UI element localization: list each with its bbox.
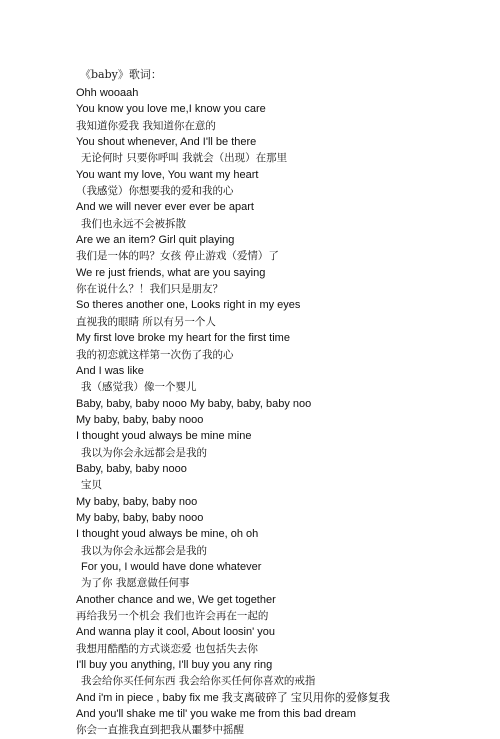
lyric-line-english: My baby, baby, baby nooo <box>76 511 204 524</box>
lyric-line-english: Baby, baby, baby nooo <box>76 462 187 475</box>
lyric-line-chinese: 我知道你爱我 我知道你在意的 <box>76 119 216 132</box>
lyric-line-english: For you, I would have done whatever <box>81 560 262 573</box>
lyric-line-english: You shout whenever, And I'll be there <box>76 136 257 149</box>
lyric-line-chinese: 我想用酷酷的方式谈恋爱 也包括失去你 <box>76 642 258 655</box>
lyric-line-chinese: 我们也永远不会被拆散 <box>81 217 186 230</box>
lyric-line-chinese: 我以为你会永远都会是我的 <box>81 544 207 557</box>
lyric-line-english: I'll buy you anything, I'll buy you any ring <box>76 659 273 672</box>
lyric-line-english: Baby, baby, baby nooo My baby, baby, baby noo <box>76 397 312 410</box>
lyric-line-english: And i'm in piece , baby fix me 我支离破碎了 宝贝用你的爱修复我 <box>76 691 390 704</box>
lyric-line-english: We re just friends, what are you saying <box>76 266 266 279</box>
lyric-line-chinese: 直视我的眼睛 所以有另一个人 <box>76 315 216 328</box>
lyric-line-english: My baby, baby, baby noo <box>76 495 198 508</box>
lyric-line-chinese: 为了你 我愿意做任何事 <box>81 577 190 590</box>
lyric-line-chinese: （我感觉）你想要我的爱和我的心 <box>76 185 234 198</box>
lyric-line-chinese: 宝贝 <box>81 479 102 492</box>
lyric-line-chinese: 我（感觉我）像一个婴儿 <box>81 381 197 394</box>
lyric-line-english: Another chance and we, We get together <box>76 593 276 606</box>
lyric-line-chinese: 我的初恋就这样第一次伤了我的心 <box>76 348 234 361</box>
lyric-line-english: So theres another one, Looks right in my eyes <box>76 299 301 312</box>
lyric-line-chinese: 我会给你买任何东西 我会给你买任何你喜欢的戒指 <box>81 675 316 688</box>
lyric-line-chinese: 你会一直推我直到把我从噩梦中摇醒 <box>76 724 244 737</box>
lyric-line-chinese: 无论何时 只要你呼叫 我就会（出现）在那里 <box>81 152 288 165</box>
lyric-line-english: I thought youd always be mine, oh oh <box>76 528 259 541</box>
lyric-line-english: Are we an item? Girl quit playing <box>76 234 235 247</box>
lyric-line-english: My first love broke my heart for the first time <box>76 332 290 345</box>
lyric-line-chinese: 再给我另一个机会 我们也许会再在一起的 <box>76 610 269 622</box>
lyric-line-english: You want my love, You want my heart <box>76 168 259 181</box>
lyrics-body <box>76 85 486 739</box>
lyric-line-english: You know you love me,I know you care <box>76 103 266 116</box>
lyric-line-english: And you'll shake me til' you wake me from this bad dream <box>76 708 356 721</box>
lyric-line-english: I thought youd always be mine mine <box>76 430 252 443</box>
lyric-line-chinese: 你在说什么？！我们只是朋友？ <box>76 283 223 296</box>
lyric-line-chinese: 我们是一体的吗？女孩 停止游戏（爱情）了 <box>76 250 279 263</box>
lyric-line-english: Ohh wooaah <box>76 87 139 99</box>
lyric-line-chinese: 我以为你会永远都会是我的 <box>81 446 207 459</box>
lyric-line-english: My baby, baby, baby nooo <box>76 413 204 426</box>
lyric-line-english: And I was like <box>76 364 144 377</box>
lyrics-title: 《baby》歌词： <box>80 68 162 81</box>
lyric-line-english: And wanna play it cool, About loosin' you <box>76 626 276 639</box>
lyric-line-english: And we will never ever ever be apart <box>76 201 254 214</box>
